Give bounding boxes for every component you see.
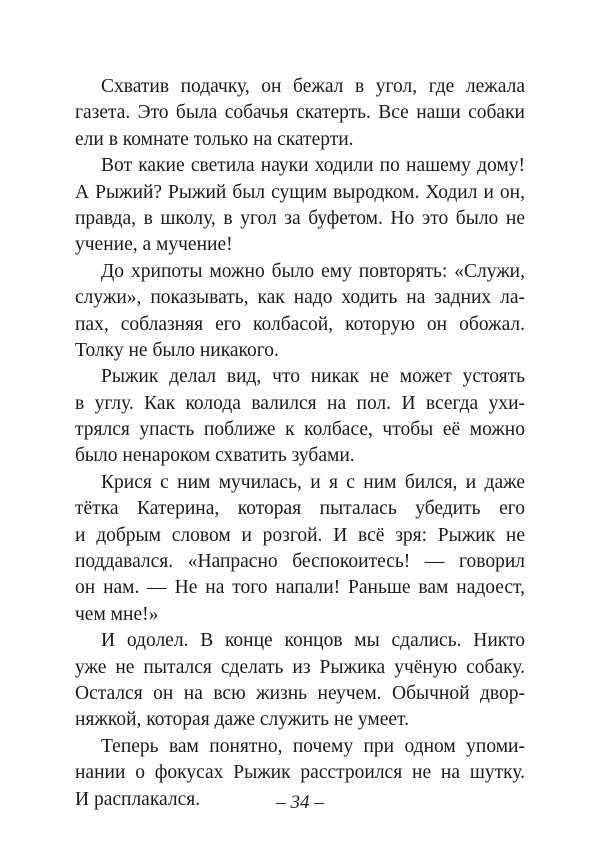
text-line: няжкой, которая даже служить не умеет. bbox=[75, 709, 409, 731]
paragraph bbox=[75, 628, 525, 734]
text-line: поддавался. «Напрасно беспокоитесь! — говорил bbox=[75, 551, 525, 573]
text-line: Теперь вам понятно, почему при одном упоми- bbox=[101, 735, 525, 757]
page-number: – 34 – bbox=[276, 792, 324, 813]
text-line: А Рыжий? Рыжий был сущим выродком. Ходил и он, bbox=[75, 181, 525, 203]
text-line: Толку не было никакого. bbox=[75, 339, 279, 361]
text-line: служи», показывать, как надо ходить на задних ла- bbox=[75, 287, 525, 309]
text-line: ели в комнате только на скатерти. bbox=[75, 128, 354, 150]
text-line: учение, а мучение! bbox=[75, 234, 233, 256]
text-line: в углу. Как колода валился на пол. И всегда ухи- bbox=[75, 392, 525, 414]
text-line: Остался он на всю жизнь неучем. Обычной двор- bbox=[75, 682, 525, 704]
text-line: пах, соблазняя его колбасой, которую он обожал. bbox=[75, 313, 525, 335]
text-line: Рыжик делал вид, что никак не может устоять bbox=[101, 366, 525, 388]
paragraph bbox=[75, 153, 525, 259]
text-line: И одолел. В конце концов мы сдались. Никто bbox=[101, 630, 525, 652]
text-line: нании о фокусах Рыжик расстроился не на шутку. bbox=[75, 762, 525, 784]
paragraph bbox=[75, 470, 525, 628]
page-body bbox=[75, 74, 525, 813]
text-line: И расплакался. bbox=[75, 788, 201, 810]
text-line: До хрипоты можно было ему повторять: «Служи, bbox=[101, 260, 525, 282]
paragraph bbox=[75, 364, 525, 470]
text-line: Вот какие светила науки ходили по нашему дому! bbox=[101, 155, 525, 177]
paragraph bbox=[75, 259, 525, 365]
text-line: уже не пытался сделать из Рыжика учёную собаку. bbox=[75, 656, 525, 678]
text-line: тётка Катерина, которая пыталась убедить его bbox=[75, 498, 525, 520]
text-line: Крися с ним мучилась, и я с ним бился, и даже bbox=[101, 471, 525, 493]
text-line: правда, в школу, в угол за буфетом. Но это было не bbox=[75, 207, 525, 229]
paragraph bbox=[75, 74, 525, 153]
text-line: и добрым словом и розгой. И всё зря: Рыжик не bbox=[75, 524, 525, 546]
text-line: Схватив подачку, он бежал в угол, где лежала bbox=[101, 76, 525, 97]
text-line: трялся упасть поближе к колбасе, чтобы её можно bbox=[75, 419, 525, 441]
text-line: он нам. — Не на того напали! Раньше вам надоест, bbox=[75, 577, 525, 599]
text-line: чем мне!» bbox=[75, 603, 159, 625]
text-line: газета. Это была собачья скатерть. Все наши собаки bbox=[75, 102, 525, 124]
text-line: было ненароком схватить зубами. bbox=[75, 445, 355, 467]
